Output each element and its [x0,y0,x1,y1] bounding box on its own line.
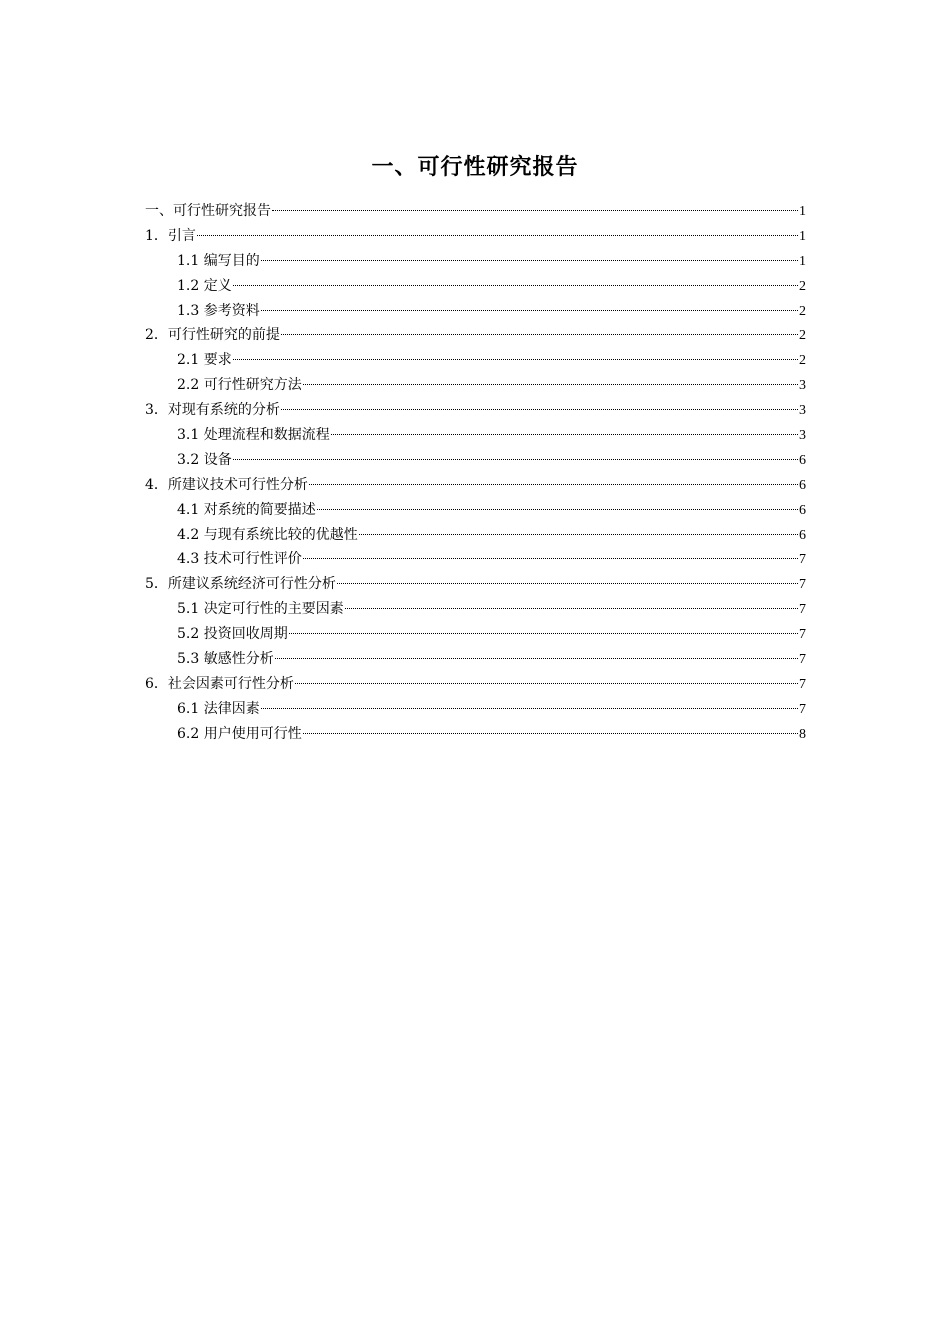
toc-entry-page: 7 [799,652,806,668]
toc-entry-page: 1 [799,253,806,269]
toc-entry[interactable] [145,373,806,398]
toc-entry[interactable] [145,672,806,697]
toc-entry-label: 6.2 用户使用可行性 [177,725,302,742]
toc-entry-label: 2.2 可行性研究方法 [177,377,302,394]
toc-entry-label: 4.1 对系统的简要描述 [177,501,316,518]
toc-dot-leader [281,409,798,410]
toc-entry-page: 7 [799,552,806,568]
toc-entry-label: 6.1 法律因素 [177,700,260,717]
toc-dot-leader [303,384,798,385]
toc-entry-label: 1.2 定义 [177,277,232,294]
toc-entry[interactable] [145,697,806,722]
toc-dot-leader [275,658,798,659]
toc-entry-page: 2 [799,303,806,319]
toc-entry[interactable] [145,274,806,299]
toc-entry-label: 3.2 设备 [177,451,232,468]
toc-dot-leader [272,210,798,211]
toc-entry[interactable] [145,547,806,572]
toc-dot-leader [289,633,798,634]
toc-dot-leader [233,359,798,360]
toc-dot-leader [233,459,798,460]
toc-entry[interactable] [145,199,806,224]
toc-dot-leader [303,733,798,734]
toc-entry-label: 一、可行性研究报告 [145,203,271,219]
toc-entry[interactable] [145,622,806,647]
toc-entry-label: 1.3 参考资料 [177,302,260,319]
toc-dot-leader [197,235,798,236]
toc-entry[interactable] [145,323,806,348]
toc-entry[interactable] [145,398,806,423]
toc-entry-label: 1．引言 [145,227,196,244]
page-title: 一、可行性研究报告 [371,155,579,180]
toc-dot-leader [303,558,798,559]
toc-dot-leader [233,285,798,286]
toc-dot-leader [261,260,798,261]
toc-entry-label: 5.2 投资回收周期 [177,626,288,643]
toc-dot-leader [345,608,798,609]
toc-entry[interactable] [145,722,806,747]
toc-entry-label: 2．可行性研究的前提 [145,327,280,344]
toc-entry[interactable] [145,299,806,324]
toc-dot-leader [261,310,798,311]
toc-entry-label: 3．对现有系统的分析 [145,402,280,419]
toc-dot-leader [261,708,798,709]
toc-entry[interactable] [145,647,806,672]
toc-entry-page: 3 [799,403,806,419]
toc-dot-leader [295,683,798,684]
toc-entry-label: 4．所建议技术可行性分析 [145,476,308,493]
toc-entry-page: 6 [799,527,806,543]
toc-entry[interactable] [145,423,806,448]
table-of-contents [145,199,806,747]
toc-entry-label: 6．社会因素可行性分析 [145,675,294,692]
toc-entry[interactable] [145,224,806,249]
toc-entry-label: 2.1 要求 [177,352,232,369]
toc-entry-label: 5.1 决定可行性的主要因素 [177,601,344,618]
toc-entry-page: 7 [799,602,806,618]
toc-entry-label: 5.3 敏感性分析 [177,651,274,668]
toc-entry-page: 7 [799,701,806,717]
toc-entry-page: 6 [799,477,806,493]
toc-entry[interactable] [145,473,806,498]
toc-entry-page: 1 [799,228,806,244]
toc-entry[interactable] [145,572,806,597]
toc-dot-leader [331,434,798,435]
toc-entry-page: 2 [799,278,806,294]
toc-entry-label: 1.1 编写目的 [177,252,260,269]
toc-dot-leader [317,509,798,510]
toc-entry-page: 6 [799,502,806,518]
toc-dot-leader [281,334,798,335]
toc-entry-page: 3 [799,378,806,394]
toc-entry-page: 3 [799,428,806,444]
toc-entry-page: 1 [799,204,806,219]
toc-entry-label: 4.2 与现有系统比较的优越性 [177,526,358,543]
toc-entry-page: 6 [799,452,806,468]
toc-entry-page: 7 [799,676,806,692]
toc-entry-page: 7 [799,627,806,643]
toc-entry-label: 4.3 技术可行性评价 [177,551,302,568]
toc-entry[interactable] [145,348,806,373]
toc-entry[interactable] [145,498,806,523]
toc-entry[interactable] [145,523,806,548]
toc-entry-page: 2 [799,328,806,344]
toc-dot-leader [309,484,798,485]
toc-entry-page: 2 [799,353,806,369]
toc-entry[interactable] [145,249,806,274]
toc-entry-page: 7 [799,577,806,593]
toc-dot-leader [337,583,798,584]
toc-entry-page: 8 [799,726,806,742]
toc-dot-leader [359,534,798,535]
toc-entry[interactable] [145,448,806,473]
toc-entry[interactable] [145,597,806,622]
toc-entry-label: 5．所建议系统经济可行性分析 [145,576,336,593]
toc-entry-label: 3.1 处理流程和数据流程 [177,427,330,444]
